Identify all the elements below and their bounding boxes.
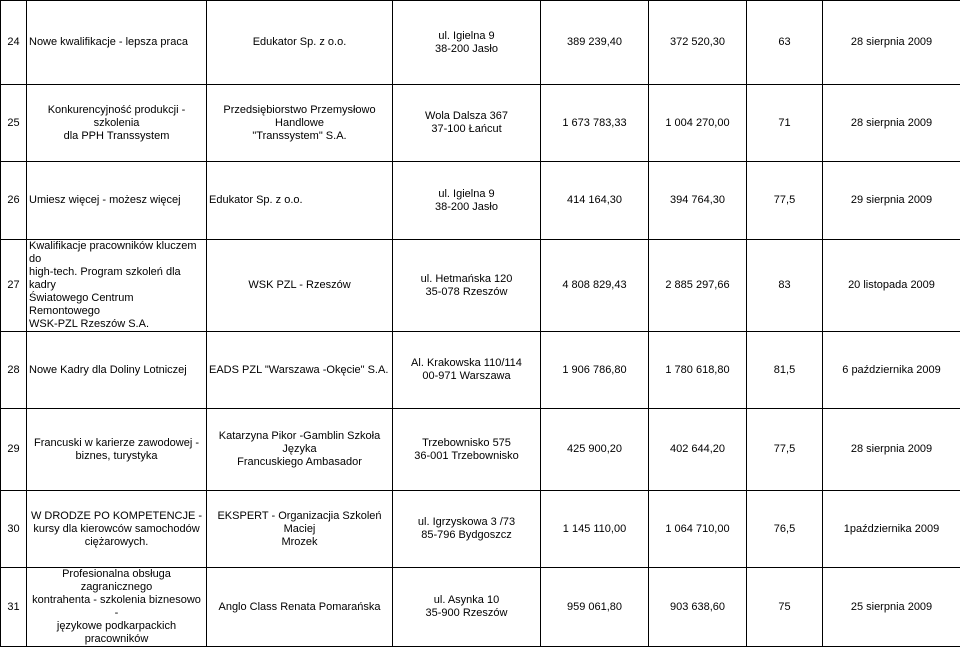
score: 75 [747,568,823,647]
organization: Katarzyna Pikor -Gamblin Szkoła Języka Francuskiego Ambasador [207,409,393,491]
row-number: 24 [1,1,27,85]
total-value: 1 906 786,80 [541,332,649,409]
organization: Przedsiębiorstwo Przemysłowo Handlowe "Transsystem" S.A. [207,85,393,162]
date: 28 sierpnia 2009 [823,409,960,491]
total-value: 1 673 783,33 [541,85,649,162]
row-number: 30 [1,491,27,568]
row-number: 31 [1,568,27,647]
funding-value: 903 638,60 [649,568,747,647]
total-value: 959 061,80 [541,568,649,647]
funding-value: 402 644,20 [649,409,747,491]
funding-value: 1 780 618,80 [649,332,747,409]
project-title: Nowe Kadry dla Doliny Lotniczej [27,332,207,409]
organization: WSK PZL - Rzeszów [207,240,393,332]
table-row [1,491,960,568]
organization: Edukator Sp. z o.o. [207,162,393,240]
address: ul. Asynka 10 35-900 Rzeszów [393,568,541,647]
date: 25 sierpnia 2009 [823,568,960,647]
address: ul. Igielna 9 38-200 Jasło [393,162,541,240]
organization: EADS PZL "Warszawa -Okęcie" S.A. [207,332,393,409]
table-row [1,85,960,162]
funding-value: 1 064 710,00 [649,491,747,568]
row-number: 27 [1,240,27,332]
organization: Anglo Class Renata Pomarańska [207,568,393,647]
address: ul. Igrzyskowa 3 /73 85-796 Bydgoszcz [393,491,541,568]
row-number: 25 [1,85,27,162]
date: 20 listopada 2009 [823,240,960,332]
funding-value: 2 885 297,66 [649,240,747,332]
score: 81,5 [747,332,823,409]
address: Wola Dalsza 367 37-100 Łańcut [393,85,541,162]
total-value: 4 808 829,43 [541,240,649,332]
row-number: 26 [1,162,27,240]
date: 28 sierpnia 2009 [823,1,960,85]
address: ul. Hetmańska 120 35-078 Rzeszów [393,240,541,332]
date: 28 sierpnia 2009 [823,85,960,162]
table-row [1,1,960,85]
address: Trzebownisko 575 36-001 Trzebownisko [393,409,541,491]
total-value: 1 145 110,00 [541,491,649,568]
organization: EKSPERT - Organizacjia Szkoleń Maciej Mrozek [207,491,393,568]
table-row [1,162,960,240]
project-title: W DRODZE PO KOMPETENCJE - kursy dla kierowców samochodów ciężarowych. [27,491,207,568]
total-value: 414 164,30 [541,162,649,240]
score: 76,5 [747,491,823,568]
score: 83 [747,240,823,332]
row-number: 28 [1,332,27,409]
project-title: Konkurencyjność produkcji - szkolenia dla PPH Transsystem [27,85,207,162]
table-row [1,240,960,332]
project-title: Umiesz więcej - możesz więcej [27,162,207,240]
project-title: Francuski w karierze zawodowej - biznes, turystyka [27,409,207,491]
project-title: Nowe kwalifikacje - lepsza praca [27,1,207,85]
score: 63 [747,1,823,85]
table-row [1,332,960,409]
funding-value: 394 764,30 [649,162,747,240]
address: Al. Krakowska 110/114 00-971 Warszawa [393,332,541,409]
project-title: Kwalifikacje pracowników kluczem do high-tech. Program szkoleń dla kadry Światowego Centrum Remontowego WSK-PZL Rzeszów S.A. [27,240,207,332]
total-value: 389 239,40 [541,1,649,85]
score: 77,5 [747,162,823,240]
table-row [1,568,960,647]
funding-value: 1 004 270,00 [649,85,747,162]
date: 29 sierpnia 2009 [823,162,960,240]
project-title: Profesionalna obsługa zagranicznego kontrahenta - szkolenia biznesowo - językowe podkarpackich pracowników [27,568,207,647]
date: 1października 2009 [823,491,960,568]
organization: Edukator Sp. z o.o. [207,1,393,85]
date: 6 października 2009 [823,332,960,409]
funding-value: 372 520,30 [649,1,747,85]
score: 77,5 [747,409,823,491]
row-number: 29 [1,409,27,491]
address: ul. Igielna 9 38-200 Jasło [393,1,541,85]
table-row [1,409,960,491]
score: 71 [747,85,823,162]
total-value: 425 900,20 [541,409,649,491]
